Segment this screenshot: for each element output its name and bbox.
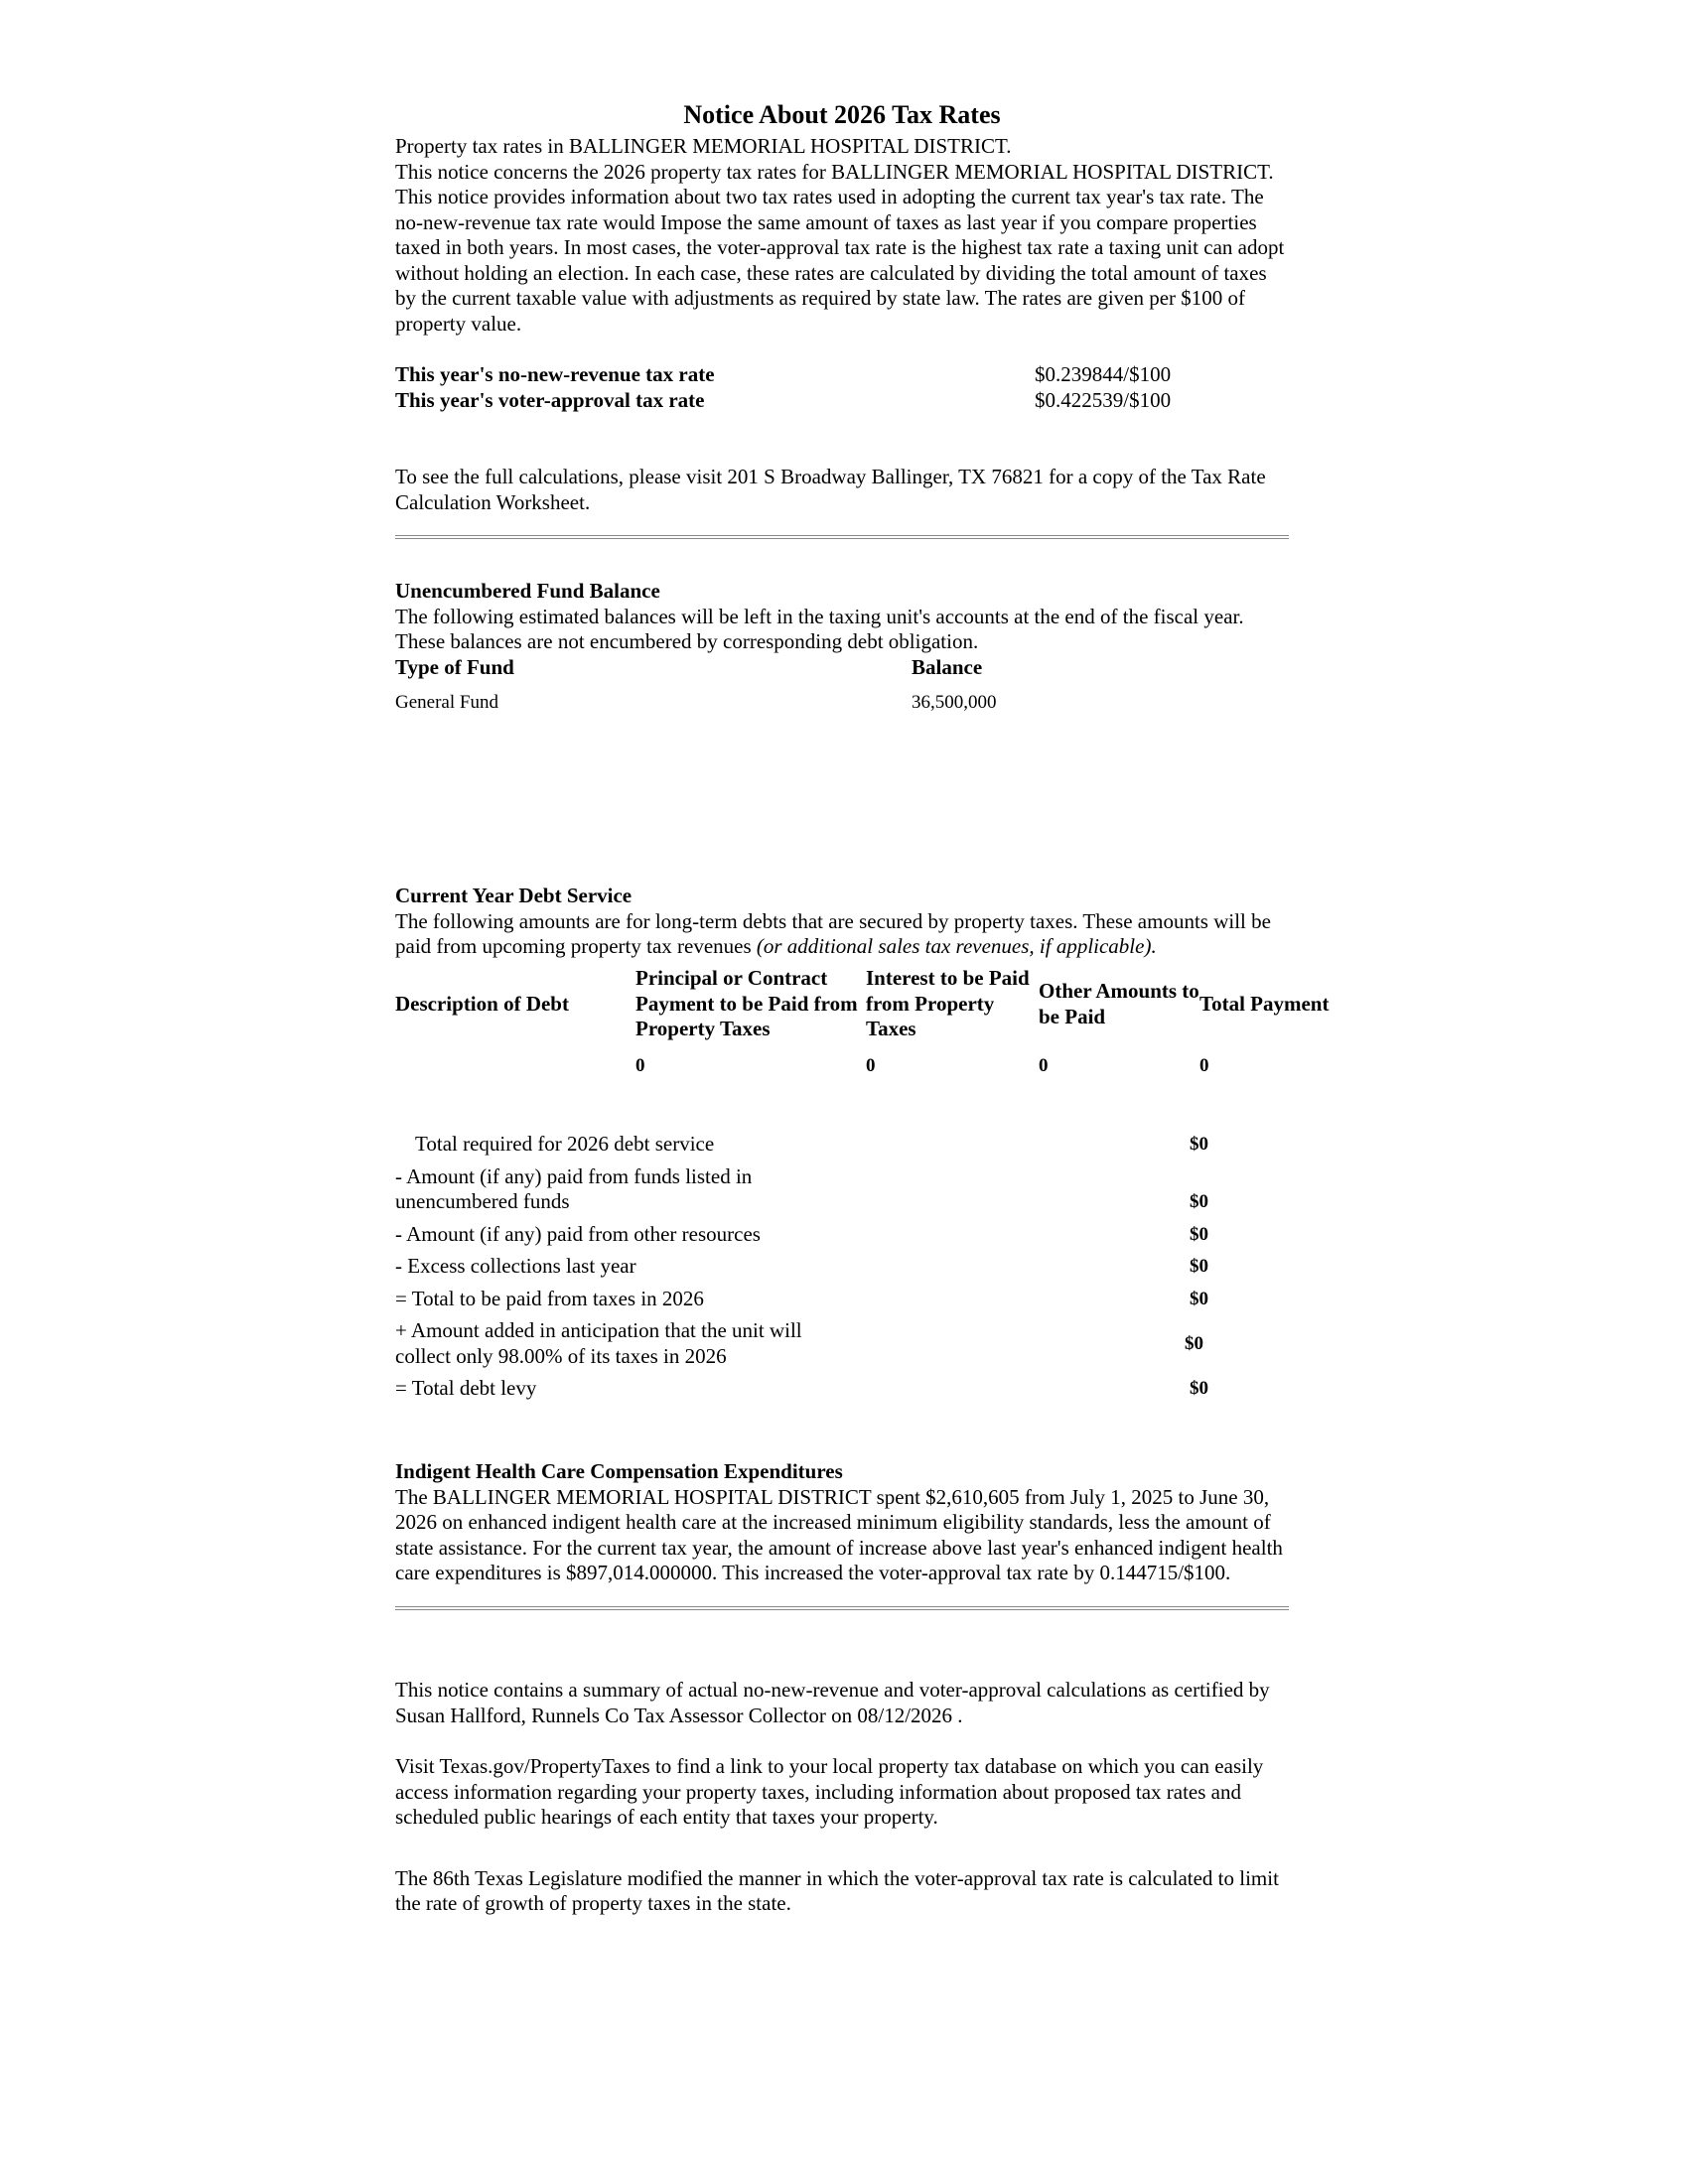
summary-label: - Excess collections last year bbox=[395, 1254, 636, 1278]
debt-section bbox=[395, 884, 1330, 1078]
summary-value: $0 bbox=[1185, 1332, 1203, 1354]
notice-page bbox=[395, 99, 1330, 1915]
summary-label: + Amount added in anticipation that the unit will collect only 98.00% of its taxes in 2026 bbox=[395, 1318, 802, 1368]
fund-balance-cell: 36,500,000 bbox=[912, 692, 997, 713]
summary-label: = Total to be paid from taxes in 2026 bbox=[395, 1286, 704, 1310]
debt-col-interest: Interest to be Paid from Property Taxes bbox=[866, 966, 1030, 1041]
summary-row bbox=[395, 1318, 1289, 1369]
debt-cell-total: 0 bbox=[1199, 1054, 1209, 1076]
debt-description-italic: (or additional sales tax revenues, if applicable). bbox=[756, 934, 1157, 958]
debt-table-header bbox=[395, 966, 1330, 1043]
debt-cell-principal: 0 bbox=[635, 1054, 645, 1076]
rates-block bbox=[395, 362, 1289, 413]
summary-row bbox=[395, 1287, 1289, 1312]
debt-title: Current Year Debt Service bbox=[395, 884, 633, 907]
summary-row bbox=[395, 1164, 1289, 1215]
summary-value: $0 bbox=[1190, 1134, 1208, 1155]
summary-row bbox=[395, 1132, 1289, 1158]
indigent-title: Indigent Health Care Compensation Expenditures bbox=[395, 1459, 843, 1483]
debt-col-other: Other Amounts to be Paid bbox=[1039, 979, 1199, 1028]
summary-label: = Total debt levy bbox=[395, 1376, 537, 1400]
debt-cell-description bbox=[395, 1053, 635, 1079]
debt-col-principal: Principal or Contract Payment to be Paid from Property Taxes bbox=[635, 966, 858, 1041]
rate-value: $0.422539/$100 bbox=[1035, 387, 1172, 412]
intro-paragraph: This notice concerns the 2026 property tax rates for BALLINGER MEMORIAL HOSPITAL DISTRICT. This notice provides information about two tax rates used in adopting the current tax year's tax rate. The no-new-revenue tax rate would Impose the same amount of taxes as last year if you compare properties taxed in both years. In most cases, the voter-approval tax rate is the highest tax rate a taxing unit can adopt without holding an election. In each case, these rates are calculated by dividing the total amount of taxes by the current taxable value with adjustments as required by state law. The rates are given per $100 of property value. bbox=[395, 159, 1285, 336]
calculation-note: To see the full calculations, please visit 201 S Broadway Ballinger, TX 76821 for a copy of the Tax Rate Calculation Worksheet. bbox=[395, 465, 1266, 514]
debt-summary bbox=[395, 1132, 1289, 1409]
summary-row bbox=[395, 1254, 1289, 1280]
rate-row-voter bbox=[395, 388, 1289, 414]
table-row bbox=[395, 690, 1289, 716]
divider bbox=[395, 1606, 1289, 1610]
fund-description: The following estimated balances will be left in the taxing unit's accounts at the end of the fiscal year. These balances are not encumbered by corresponding debt obligation. bbox=[395, 604, 1244, 653]
summary-label: Total required for 2026 debt service bbox=[415, 1132, 715, 1156]
fund-type-cell: General Fund bbox=[395, 692, 498, 713]
property-tax-link-text: Visit Texas.gov/PropertyTaxes to find a link to your local property tax database on which you can easily access information regarding your property taxes, including information about proposed tax rates and scheduled public hearings of each entity that taxes your property. bbox=[395, 1754, 1264, 1829]
summary-value: $0 bbox=[1190, 1256, 1208, 1277]
debt-col-description: Description of Debt bbox=[395, 991, 569, 1016]
summary-value: $0 bbox=[1190, 1223, 1208, 1245]
summary-value: $0 bbox=[1190, 1288, 1208, 1309]
fund-title: Unencumbered Fund Balance bbox=[395, 579, 660, 603]
debt-cell-other: 0 bbox=[1039, 1054, 1049, 1076]
rate-label: This year's no-new-revenue tax rate bbox=[395, 362, 715, 386]
summary-label: - Amount (if any) paid from other resources bbox=[395, 1221, 761, 1246]
summary-label: - Amount (if any) paid from funds listed in unencumbered funds bbox=[395, 1163, 753, 1213]
summary-value: $0 bbox=[1190, 1191, 1208, 1212]
intro-line: Property tax rates in BALLINGER MEMORIAL HOSPITAL DISTRICT. bbox=[395, 134, 1012, 158]
debt-col-total: Total Payment bbox=[1199, 991, 1330, 1016]
rate-label: This year's voter-approval tax rate bbox=[395, 387, 705, 412]
divider bbox=[395, 535, 1289, 539]
rate-value: $0.239844/$100 bbox=[1035, 362, 1172, 386]
indigent-text: The BALLINGER MEMORIAL HOSPITAL DISTRICT spent $2,610,605 from July 1, 2025 to June 30, 2026 on enhanced indigent health care at the increased minimum eligibility standards, less the amount of state assistance. For the current tax year, the amount of increase above last year's enhanced indigent health care expenditures is $897,014.000000. This increased the voter-approval tax rate by 0.144715/$100. bbox=[395, 1484, 1283, 1584]
fund-col-balance: Balance bbox=[912, 654, 983, 679]
fund-section bbox=[395, 579, 1289, 716]
fund-table-header bbox=[395, 655, 1289, 681]
table-row bbox=[395, 1053, 1289, 1079]
certification-text: This notice contains a summary of actual no-new-revenue and voter-approval calculations as certified by Susan Hallford, Runnels Co Tax Assessor Collector on 08/12/2026 . bbox=[395, 1678, 1270, 1727]
debt-cell-interest: 0 bbox=[866, 1054, 876, 1076]
legislature-note: The 86th Texas Legislature modified the manner in which the voter-approval tax rate is calculated to limit the rate of growth of property taxes in the state. bbox=[395, 1865, 1279, 1915]
indigent-section bbox=[395, 1459, 1289, 1610]
rate-row-nnr bbox=[395, 362, 1289, 388]
debt-description bbox=[395, 909, 1289, 960]
summary-row bbox=[395, 1222, 1289, 1248]
debt-description-text: The following amounts are for long-term debts that are secured by property taxes. These amounts will be paid from upcoming property tax revenues bbox=[395, 908, 1271, 958]
summary-row bbox=[395, 1376, 1289, 1402]
footer-section bbox=[395, 1678, 1289, 1943]
summary-value: $0 bbox=[1190, 1378, 1208, 1399]
fund-col-type: Type of Fund bbox=[395, 654, 514, 679]
page-title: Notice About 2026 Tax Rates bbox=[683, 100, 1001, 129]
